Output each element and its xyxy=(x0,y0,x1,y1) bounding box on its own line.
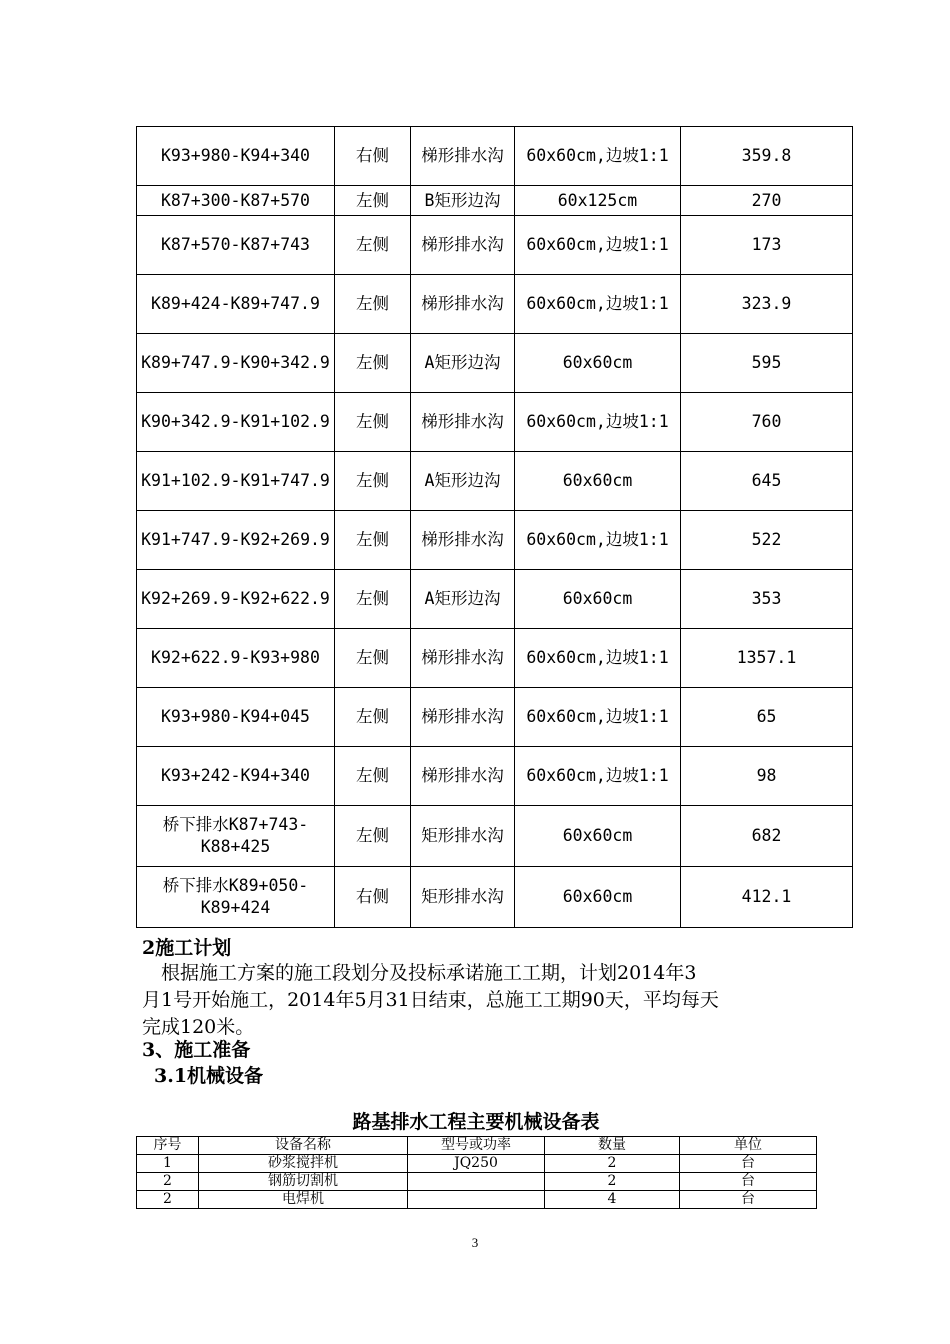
table-row xyxy=(137,867,853,928)
ditch-type-cell: 梯形排水沟 xyxy=(411,747,515,806)
side-cell: 左侧 xyxy=(335,393,411,452)
index-cell: 2 xyxy=(137,1173,199,1191)
table-row xyxy=(137,334,853,393)
dimension-cell: 60x60cm,边坡1:1 xyxy=(515,127,681,186)
station-range-cell: K91+102.9-K91+747.9 xyxy=(137,452,335,511)
equipment-table-caption: 路基排水工程主要机械设备表 xyxy=(352,1111,600,1133)
length-cell: 353 xyxy=(681,570,853,629)
section-heading-construction-plan: 2施工计划 xyxy=(142,937,232,959)
equipment-table xyxy=(136,1136,817,1209)
ditch-type-cell: A矩形边沟 xyxy=(411,452,515,511)
table-row xyxy=(137,806,853,867)
table-row xyxy=(137,452,853,511)
equipment-name-cell: 砂浆搅拌机 xyxy=(199,1155,408,1173)
ditch-type-cell: 梯形排水沟 xyxy=(411,393,515,452)
length-cell: 270 xyxy=(681,186,853,216)
page-number: 3 xyxy=(471,1235,479,1250)
quantity-cell: 2 xyxy=(545,1155,680,1173)
ditch-type-cell: 梯形排水沟 xyxy=(411,127,515,186)
quantity-cell: 2 xyxy=(545,1173,680,1191)
length-cell: 323.9 xyxy=(681,275,853,334)
dimension-cell: 60x60cm,边坡1:1 xyxy=(515,747,681,806)
ditch-type-cell: 梯形排水沟 xyxy=(411,688,515,747)
section-heading-machinery: 3.1机械设备 xyxy=(154,1065,264,1087)
length-cell: 412.1 xyxy=(681,867,853,928)
dimension-cell: 60x60cm xyxy=(515,570,681,629)
side-cell: 左侧 xyxy=(335,452,411,511)
dimension-cell: 60x60cm xyxy=(515,806,681,867)
index-cell: 2 xyxy=(137,1191,199,1209)
dimension-cell: 60x60cm,边坡1:1 xyxy=(515,629,681,688)
station-range-cell: K87+570-K87+743 xyxy=(137,216,335,275)
table-row xyxy=(137,629,853,688)
ditch-type-cell: 梯形排水沟 xyxy=(411,629,515,688)
table-row xyxy=(137,688,853,747)
paragraph-line: 完成120米。 xyxy=(142,1016,255,1038)
quantity-cell: 4 xyxy=(545,1191,680,1209)
model-cell xyxy=(408,1191,545,1209)
table-row xyxy=(137,1173,817,1191)
table-row xyxy=(137,570,853,629)
column-header: 序号 xyxy=(137,1137,199,1155)
station-range-cell: K89+747.9-K90+342.9 xyxy=(137,334,335,393)
length-cell: 595 xyxy=(681,334,853,393)
dimension-cell: 60x60cm,边坡1:1 xyxy=(515,688,681,747)
construction-plan-paragraph xyxy=(142,960,818,1041)
side-cell: 左侧 xyxy=(335,629,411,688)
side-cell: 右侧 xyxy=(335,127,411,186)
paragraph-line: 根据施工方案的施工段划分及投标承诺施工工期，计划2014年3 xyxy=(142,962,697,984)
station-range-cell: 桥下排水K87+743-K88+425 xyxy=(137,806,335,867)
station-range-cell: K89+424-K89+747.9 xyxy=(137,275,335,334)
side-cell: 左侧 xyxy=(335,216,411,275)
table-row xyxy=(137,1191,817,1209)
column-header: 型号或功率 xyxy=(408,1137,545,1155)
table-row xyxy=(137,1155,817,1173)
dimension-cell: 60x60cm xyxy=(515,867,681,928)
dimension-cell: 60x60cm,边坡1:1 xyxy=(515,393,681,452)
side-cell: 左侧 xyxy=(335,511,411,570)
station-range-cell: 桥下排水K89+050-K89+424 xyxy=(137,867,335,928)
length-cell: 522 xyxy=(681,511,853,570)
station-range-cell: K92+622.9-K93+980 xyxy=(137,629,335,688)
table-row xyxy=(137,393,853,452)
dimension-cell: 60x60cm,边坡1:1 xyxy=(515,511,681,570)
station-range-cell: K87+300-K87+570 xyxy=(137,186,335,216)
ditch-type-cell: B矩形边沟 xyxy=(411,186,515,216)
model-cell: JQ250 xyxy=(408,1155,545,1173)
side-cell: 左侧 xyxy=(335,186,411,216)
side-cell: 左侧 xyxy=(335,806,411,867)
side-cell: 左侧 xyxy=(335,334,411,393)
unit-cell: 台 xyxy=(680,1155,817,1173)
paragraph-line: 月1号开始施工，2014年5月31日结束，总施工工期90天，平均每天 xyxy=(142,989,719,1011)
length-cell: 65 xyxy=(681,688,853,747)
table-header-row xyxy=(137,1137,817,1155)
length-cell: 359.8 xyxy=(681,127,853,186)
dimension-cell: 60x125cm xyxy=(515,186,681,216)
length-cell: 760 xyxy=(681,393,853,452)
station-range-cell: K90+342.9-K91+102.9 xyxy=(137,393,335,452)
dimension-cell: 60x60cm xyxy=(515,334,681,393)
station-range-cell: K93+242-K94+340 xyxy=(137,747,335,806)
station-range-cell: K92+269.9-K92+622.9 xyxy=(137,570,335,629)
side-cell: 左侧 xyxy=(335,275,411,334)
equipment-name-cell: 电焊机 xyxy=(199,1191,408,1209)
dimension-cell: 60x60cm,边坡1:1 xyxy=(515,216,681,275)
side-cell: 左侧 xyxy=(335,570,411,629)
column-header: 设备名称 xyxy=(199,1137,408,1155)
table-row xyxy=(137,511,853,570)
ditch-type-cell: A矩形边沟 xyxy=(411,570,515,629)
column-header: 数量 xyxy=(545,1137,680,1155)
side-cell: 右侧 xyxy=(335,867,411,928)
ditch-type-cell: A矩形边沟 xyxy=(411,334,515,393)
table-row xyxy=(137,186,853,216)
ditch-type-cell: 梯形排水沟 xyxy=(411,216,515,275)
side-cell: 左侧 xyxy=(335,747,411,806)
drainage-table xyxy=(136,126,853,928)
length-cell: 1357.1 xyxy=(681,629,853,688)
length-cell: 173 xyxy=(681,216,853,275)
equipment-name-cell: 钢筋切割机 xyxy=(199,1173,408,1191)
section-heading-preparation: 3、施工准备 xyxy=(142,1039,251,1061)
ditch-type-cell: 梯形排水沟 xyxy=(411,275,515,334)
station-range-cell: K93+980-K94+340 xyxy=(137,127,335,186)
model-cell xyxy=(408,1173,545,1191)
side-cell: 左侧 xyxy=(335,688,411,747)
ditch-type-cell: 矩形排水沟 xyxy=(411,867,515,928)
ditch-type-cell: 梯形排水沟 xyxy=(411,511,515,570)
table-row xyxy=(137,747,853,806)
dimension-cell: 60x60cm xyxy=(515,452,681,511)
dimension-cell: 60x60cm,边坡1:1 xyxy=(515,275,681,334)
table-row xyxy=(137,275,853,334)
unit-cell: 台 xyxy=(680,1191,817,1209)
index-cell: 1 xyxy=(137,1155,199,1173)
unit-cell: 台 xyxy=(680,1173,817,1191)
length-cell: 645 xyxy=(681,452,853,511)
station-range-cell: K93+980-K94+045 xyxy=(137,688,335,747)
table-row xyxy=(137,216,853,275)
table-row xyxy=(137,127,853,186)
column-header: 单位 xyxy=(680,1137,817,1155)
ditch-type-cell: 矩形排水沟 xyxy=(411,806,515,867)
station-range-cell: K91+747.9-K92+269.9 xyxy=(137,511,335,570)
length-cell: 682 xyxy=(681,806,853,867)
length-cell: 98 xyxy=(681,747,853,806)
